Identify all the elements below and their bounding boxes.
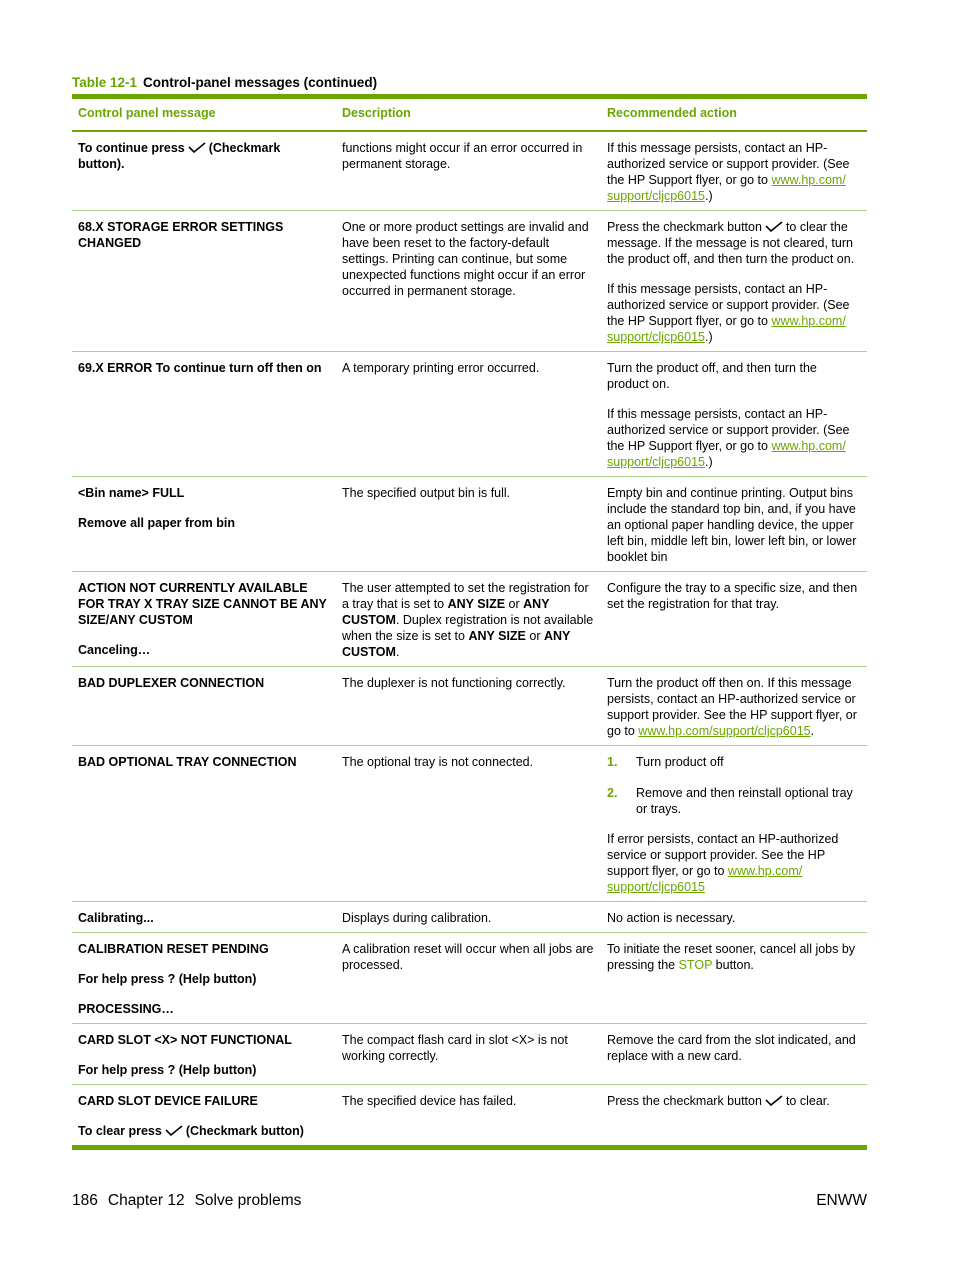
action-cell: Configure the tray to a specific size, and then set the registration for that tray. (607, 581, 858, 611)
description-text: or (529, 629, 541, 643)
header-recommended-action: Recommended action (607, 106, 737, 120)
checkmark-icon (188, 142, 206, 153)
message-cell (72, 131, 336, 211)
checkmark-icon (765, 1095, 783, 1106)
bold-term: ANY CUSTOM (342, 629, 571, 659)
step-number: 1. (607, 755, 618, 769)
action-text: Press the checkmark button (607, 220, 762, 234)
action-cell (601, 667, 867, 746)
action-cell: No action is necessary. (607, 911, 736, 925)
table-row (72, 572, 867, 667)
description-cell: The optional tray is not connected. (342, 755, 534, 769)
message-text: Remove all paper from bin (78, 516, 235, 530)
action-cell (601, 352, 867, 477)
support-link[interactable]: www.hp.com/ (771, 314, 846, 328)
message-text: (Checkmark button) (185, 1124, 304, 1138)
message-cell: 69.X ERROR To continue turn off then on (78, 361, 322, 375)
action-text: Press the checkmark button (607, 1094, 762, 1108)
message-text: <Bin name> FULL (78, 486, 185, 500)
action-text: .) (704, 189, 713, 203)
message-cell (72, 1024, 336, 1085)
table-row (72, 211, 867, 352)
support-link[interactable]: www.hp.com/ (771, 173, 846, 187)
bold-term: ANY SIZE (447, 597, 506, 611)
steps-list (607, 754, 861, 817)
description-cell: Displays during calibration. (342, 911, 492, 925)
message-text: To continue press (78, 141, 185, 155)
table-title: Control-panel messages (continued) (143, 75, 378, 90)
message-text: CARD SLOT <X> NOT FUNCTIONAL (78, 1033, 292, 1047)
support-link[interactable]: support/cljcp6015 (607, 880, 705, 894)
message-cell (72, 572, 336, 667)
table-caption (72, 75, 377, 91)
support-link[interactable]: www.hp.com/ (727, 864, 803, 878)
bold-term: ANY SIZE (468, 629, 526, 643)
header-description: Description (342, 106, 411, 120)
message-text: CARD SLOT DEVICE FAILURE (78, 1094, 258, 1108)
table-row (72, 1024, 867, 1085)
description-text: . Duplex registration is not available when the size is set to (342, 613, 594, 643)
message-text: Canceling… (78, 643, 151, 657)
table-row (72, 131, 867, 211)
message-text: PROCESSING… (78, 1002, 174, 1016)
description-cell: One or more product settings are invalid and have been reset to the factory-default settings. Printing can continue, but some unexpected functions might occur if an error occurred in permanent storage. (342, 220, 589, 298)
action-text: button. (715, 958, 754, 972)
action-text: If this message persists, contact an HP-authorized service or support provider. (See the HP Support flyer, or go to (607, 141, 850, 187)
table-header-row (72, 97, 867, 132)
message-cell: BAD OPTIONAL TRAY CONNECTION (78, 755, 297, 769)
description-cell: A temporary printing error occurred. (342, 361, 540, 375)
support-link[interactable]: support/cljcp6015 (607, 455, 705, 469)
footer-locale: ENWW (816, 1192, 867, 1209)
action-text: .) (704, 455, 713, 469)
action-text: Turn the product off then on. If this message persists, contact an HP-authorized service or support provider. See the HP support flyer, or go to (607, 676, 857, 738)
table-row (72, 1085, 867, 1148)
action-cell: Remove the card from the slot indicated, and replace with a new card. (607, 1033, 856, 1063)
action-text: If error persists, contact an HP-authorized service or support provider. See the HP support flyer, or go to (607, 832, 839, 878)
section-label: Solve problems (194, 1192, 302, 1209)
description-cell: The compact flash card in slot <X> is not working correctly. (342, 1033, 568, 1063)
support-link[interactable]: support/cljcp6015 (607, 189, 705, 203)
table-number: Table 12-1 (72, 75, 138, 90)
description-cell: functions might occur if an error occurred in permanent storage. (342, 141, 583, 171)
step-number: 2. (607, 786, 618, 800)
message-cell: 68.X STORAGE ERROR SETTINGS CHANGED (78, 220, 284, 250)
action-cell (601, 211, 867, 352)
page-footer (72, 1193, 301, 1209)
description-text: or (508, 597, 520, 611)
message-cell (72, 933, 336, 1024)
checkmark-icon (765, 221, 783, 232)
description-cell: The specified device has failed. (342, 1094, 517, 1108)
bold-term: ANY CUSTOM (342, 597, 550, 627)
action-text: Turn the product off, and then turn the product on. (607, 361, 817, 391)
header-control-panel-message: Control panel message (78, 106, 216, 120)
message-text: ACTION NOT CURRENTLY AVAILABLE FOR TRAY X TRAY SIZE CANNOT BE ANY SIZE/ANY CUSTOM (78, 581, 327, 627)
action-text: to clear. (785, 1094, 830, 1108)
action-text: If this message persists, contact an HP-authorized service or support provider. (See the HP Support flyer, or go to (607, 282, 850, 328)
action-text: .) (704, 330, 713, 344)
table-row (72, 902, 867, 933)
step-text: Remove and then reinstall optional tray or trays. (636, 786, 853, 816)
action-text: If this message persists, contact an HP-authorized service or support provider. (See the HP Support flyer, or go to (607, 407, 850, 453)
support-link[interactable]: www.hp.com/ (771, 439, 846, 453)
support-link[interactable]: support/cljcp6015 (607, 330, 705, 344)
action-cell (601, 1085, 867, 1148)
action-cell (601, 746, 867, 902)
table-row (72, 667, 867, 746)
checkmark-icon (165, 1125, 183, 1136)
description-text: The user attempted to set the registration for a tray that is set to (342, 581, 589, 611)
control-panel-messages-table (72, 94, 867, 1150)
description-cell: A calibration reset will occur when all jobs are processed. (342, 942, 594, 972)
description-text: . (395, 645, 400, 659)
description-cell: The duplexer is not functioning correctly. (342, 676, 566, 690)
chapter-label: Chapter 12 (107, 1192, 185, 1209)
table-row (72, 477, 867, 572)
message-cell: BAD DUPLEXER CONNECTION (78, 676, 265, 690)
message-text: CALIBRATION RESET PENDING (78, 942, 269, 956)
action-text: to clear the message. If the message is not cleared, turn the product off, and then turn the product on. (607, 220, 855, 266)
action-text: . (810, 724, 815, 738)
action-text: To initiate the reset sooner, cancel all jobs by pressing the (607, 942, 856, 972)
list-item (607, 785, 861, 817)
message-cell (72, 477, 336, 572)
support-link[interactable]: www.hp.com/support/cljcp6015 (638, 724, 811, 738)
message-cell: Calibrating... (78, 911, 154, 925)
description-cell (336, 572, 601, 667)
message-text: For help press ? (Help button) (78, 972, 257, 986)
description-cell: The specified output bin is full. (342, 486, 511, 500)
action-cell: Empty bin and continue printing. Output bins include the standard top bin, and, if you have an optional paper handling device, the upper left bin, middle left bin, lower left bin, or lower booklet bin (607, 486, 857, 564)
step-text: Turn product off (636, 755, 724, 769)
message-cell (72, 1085, 336, 1148)
message-text: For help press ? (Help button) (78, 1063, 257, 1077)
action-cell (601, 131, 867, 211)
table-row (72, 352, 867, 477)
list-item (607, 754, 861, 770)
message-text: To clear press (78, 1124, 162, 1138)
page-number: 186 (72, 1192, 98, 1209)
stop-button-label: STOP (678, 958, 713, 972)
table-row (72, 746, 867, 902)
table-row (72, 933, 867, 1024)
message-text: (Checkmark button). (78, 141, 281, 171)
action-cell (601, 933, 867, 1024)
